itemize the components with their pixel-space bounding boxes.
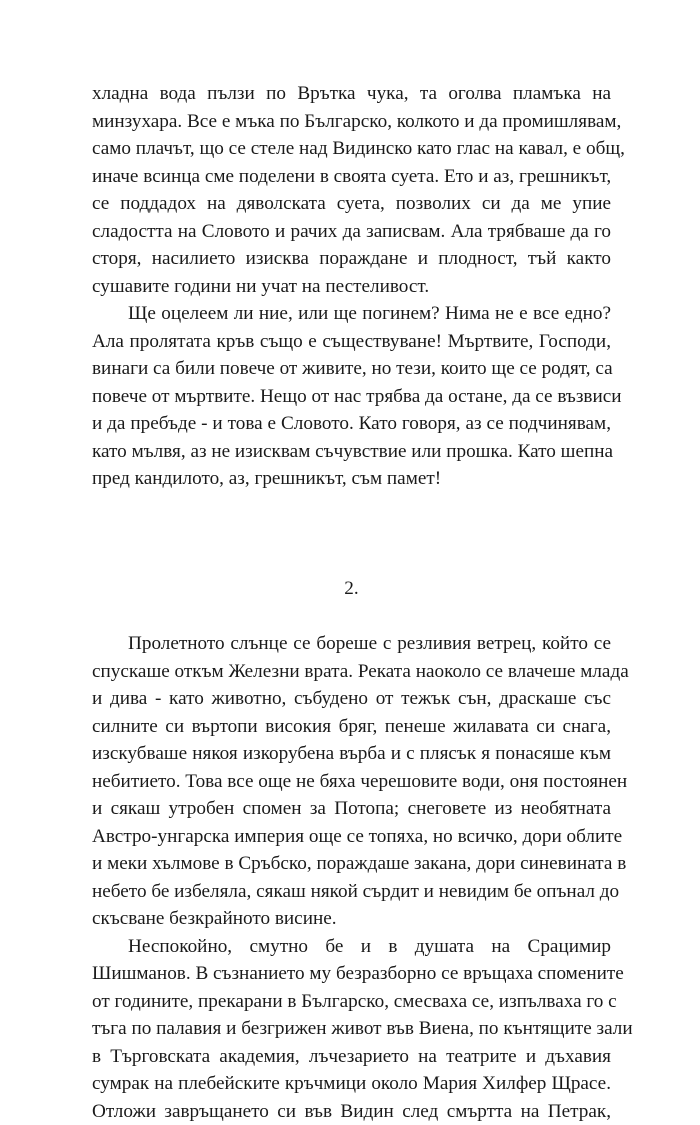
text-line: и сякаш утробен спомен за Потопа; снеговете из необятната [92,795,611,823]
text-line: Шишманов. В съзнанието му безразборно се връщаха спомените [92,960,611,988]
text-line: хладна вода пълзи по Врътка чука, та оголва пламъка на [92,80,611,108]
paragraph [92,80,611,300]
text-line: сторя, насилието изисква пораждане и плодност, тъй както [92,245,611,273]
text-line: минзухара. Все е мъка по Българско, колкото и да промишлявам, [92,108,611,136]
text-line: само плачът, що се стеле над Видинско като глас на кавал, е общ, [92,135,611,163]
text-line: спускаше откъм Железни врата. Реката наоколо се влачеше млада [92,658,611,686]
text-line: иначе всинца сме поделени в своята суета. Ето и аз, грешникът, [92,163,611,191]
text-line: от годините, прекарани в Българско, смесваха се, изпълваха го с [92,988,611,1016]
paragraph [92,933,611,1125]
text-line: и да пребъде - и това е Словото. Като говоря, аз се подчинявам, [92,410,611,438]
text-line: силните си въртопи високия бряг, пенеше жилавата си снага, [92,713,611,741]
chapter-number: 2. [92,575,611,603]
text-line: тъга по палавия и безгрижен живот във Виена, по кънтящите зали [92,1015,611,1043]
text-line: изскубваше някоя изкорубена върба и с плясък я понасяше към [92,740,611,768]
text-line: и дива - като животно, събудено от тежък сън, драскаше със [92,685,611,713]
text-line: винаги са били повече от живите, но тези, които ще се родят, са [92,355,611,383]
text-line: небето бе избеляла, сякаш някой сърдит и невидим бе опънал до [92,878,611,906]
text-line: Пролетното слънце се бореше с резливия ветрец, който се [92,630,611,658]
text-line: Неспокойно, смутно бе и в душата на Срацимир [92,933,611,961]
paragraph [92,300,611,493]
text-line: Ще оцелеем ли ние, или ще погинем? Нима не е все едно? [92,300,611,328]
text-line: повече от мъртвите. Нещо от нас трябва да остане, да се възвиси [92,383,611,411]
text-line: сладостта на Словото и рачих да записвам. Ала трябваше да го [92,218,611,246]
text-line: небитието. Това все още не бяха черешовите води, оня постоянен [92,768,611,796]
text-line: Австро-унгарска империя още се топяха, но всичко, дори облите [92,823,611,851]
text-line: сумрак на плебейските кръчмици около Мария Хилфер Щрасе. [92,1070,611,1098]
text-line: като мълвя, аз не изисквам съчувствие или прошка. Като шепна [92,438,611,466]
paragraph [92,630,611,933]
spacer [92,602,611,630]
text-line: сушавите години ни учат на пестеливост. [92,273,611,301]
text-line: и меки хълмове в Сръбско, пораждаше закана, дори синевината в [92,850,611,878]
text-line: Отложи завръщането си във Видин след смъртта на Петрак, [92,1098,611,1125]
page-content [92,80,611,1125]
spacer [92,493,611,575]
text-line: пред кандилото, аз, грешникът, съм памет! [92,465,611,493]
text-line: в Търговската академия, лъчезарието на театрите и дъхавия [92,1043,611,1071]
text-line: се поддадох на дяволската суета, позволих си да ме упие [92,190,611,218]
text-line: скъсване безкрайното висине. [92,905,611,933]
text-line: Ала пролятата кръв също е съществуване! Мъртвите, Господи, [92,328,611,356]
